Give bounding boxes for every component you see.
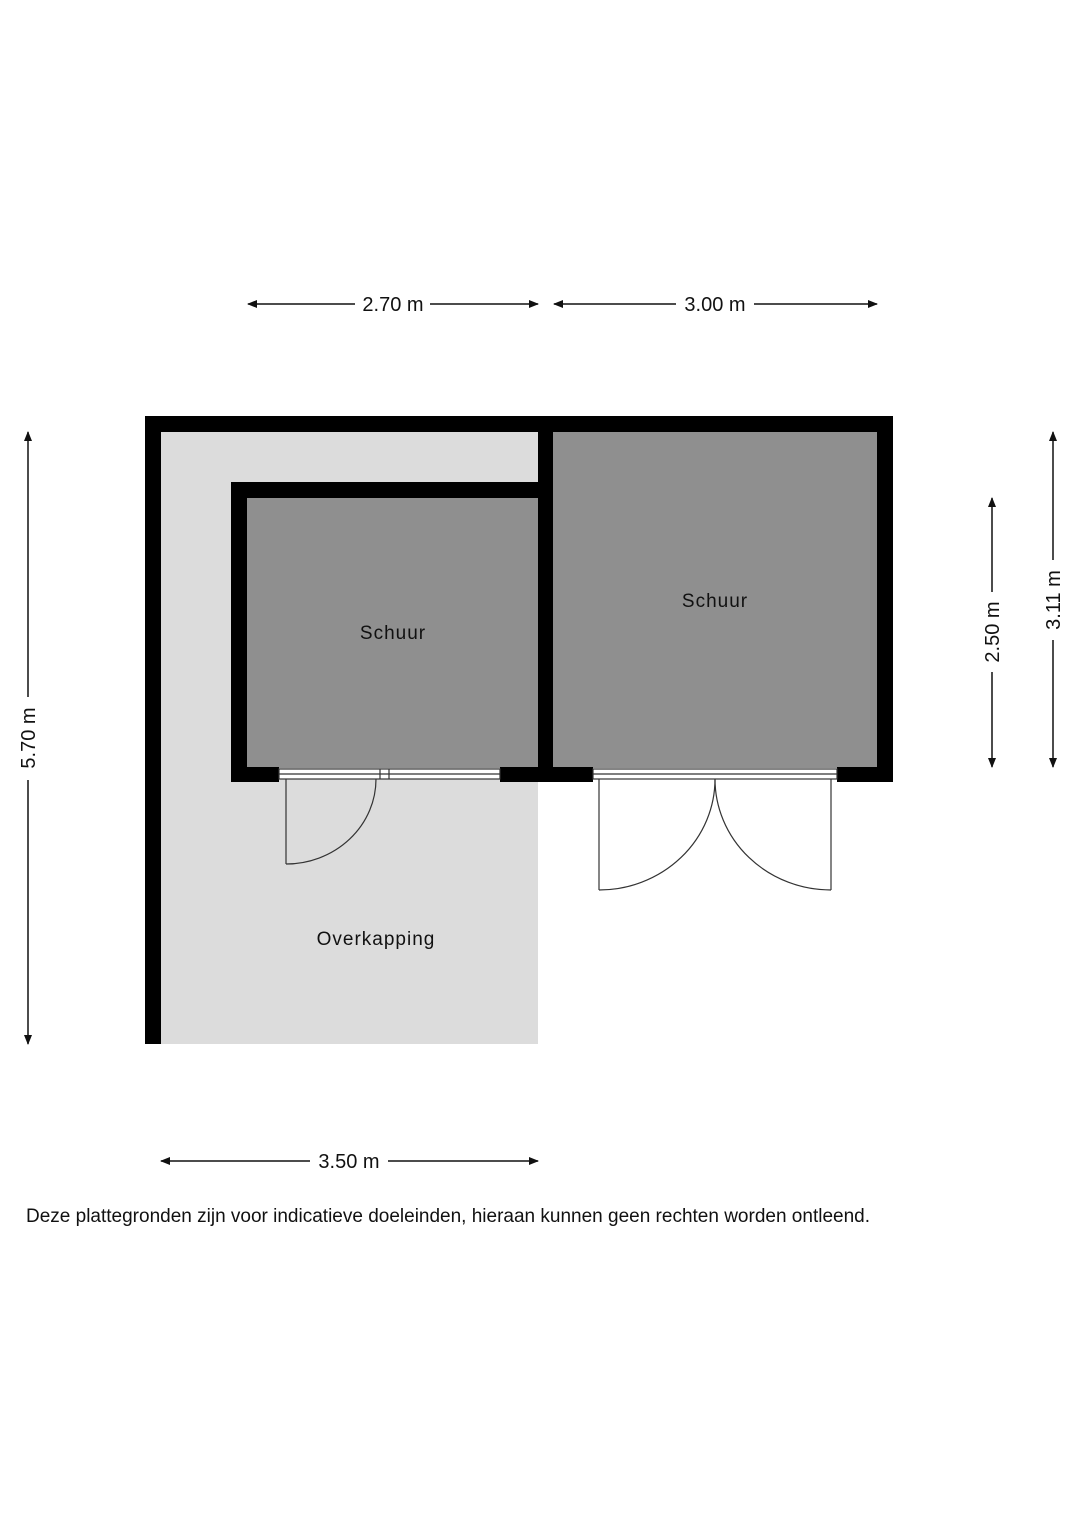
- dimension-left-total: [18, 432, 40, 1044]
- room-label-shed-left: Schuur: [359, 623, 427, 644]
- dimension-label-right-outer: 3.11 m: [1043, 570, 1065, 630]
- dimension-label-bottom: 3.50 m: [318, 1151, 380, 1173]
- dimension-label-right-inner: 2.50 m: [982, 601, 1004, 663]
- dimension-label-top-right: 3.00 m: [684, 294, 746, 316]
- dimension-label-left-total: 5.70 m: [18, 707, 40, 769]
- room-label-shed-right: Schuur: [681, 591, 749, 612]
- door-right-shed: [593, 769, 837, 890]
- dimension-top-left: [248, 294, 538, 316]
- dimension-label-top-left: 2.70 m: [362, 294, 424, 316]
- disclaimer-text: Deze plattegronden zijn voor indicatieve doeleinden, hieraan kunnen geen rechten worden ontleend.: [26, 1206, 870, 1227]
- dimension-right-outer: [1043, 432, 1065, 767]
- dimension-right-inner: [982, 498, 1004, 767]
- room-label-canopy: Overkapping: [316, 929, 436, 950]
- dimension-top-right: [554, 294, 877, 316]
- dimension-bottom: [161, 1151, 538, 1173]
